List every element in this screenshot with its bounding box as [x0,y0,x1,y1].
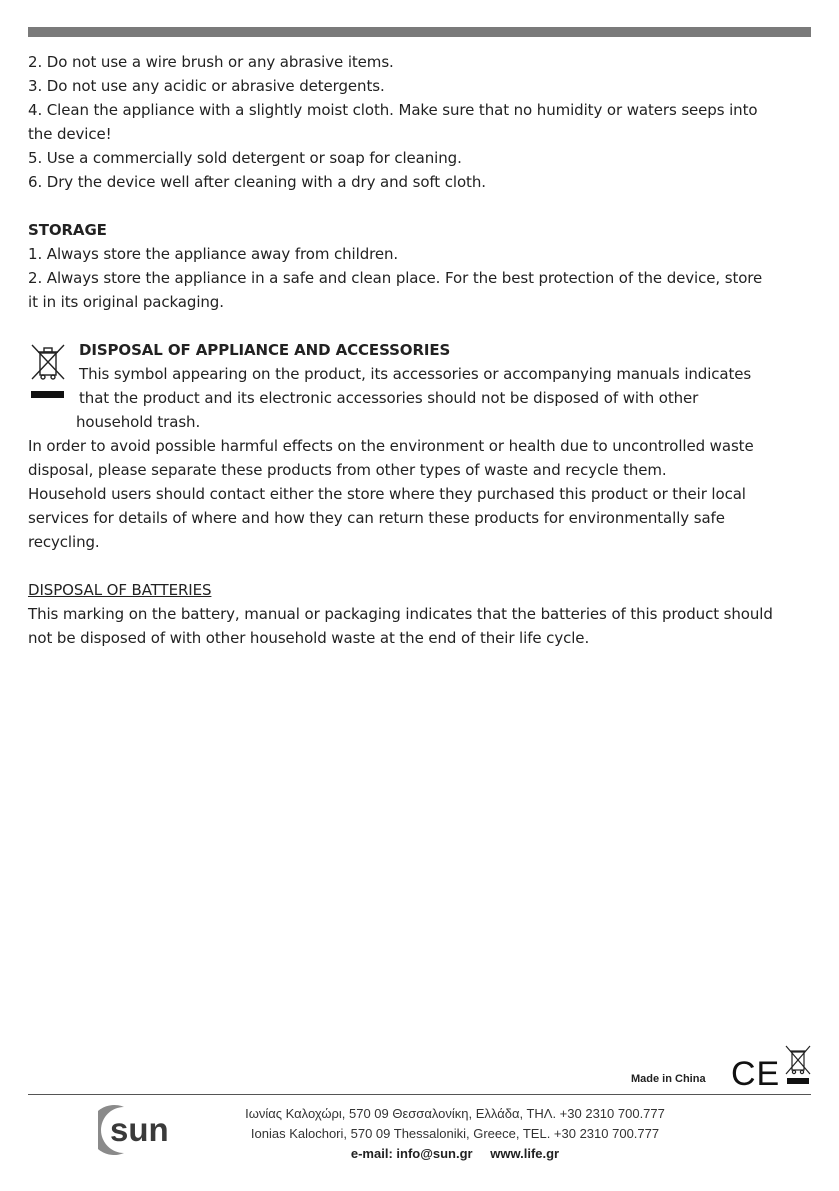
disposal-appliance-para-3-line-2: services for details of where and how they can return these products for environmentally safe [28,509,725,527]
address-greek: Ιωνίας Καλοχώρι, 570 09 Θεσσαλονίκη, Ελλάδα, ΤΗΛ. +30 2310 700.777 [245,1106,665,1121]
email-link[interactable]: e-mail: info@sun.gr [350,1146,473,1161]
storage-item-2-line-1: 2. Always store the appliance in a safe and clean place. For the best protection of the device, store [28,269,763,287]
disposal-appliance-para-3-line-3: recycling. [28,533,100,551]
cleaning-item-2: 2. Do not use a wire brush or any abrasive items. [28,53,394,71]
footer-divider [28,1094,811,1095]
ce-mark: CE [731,1055,781,1093]
disposal-appliance-line-3: household trash. [76,413,201,431]
cleaning-item-5: 5. Use a commercially sold detergent or soap for cleaning. [28,149,462,167]
weee-bar [31,391,64,398]
address-english: Ionias Kalochori, 570 09 Thessaloniki, Greece, TEL. +30 2310 700.777 [250,1126,660,1141]
storage-item-2-line-2: it in its original packaging. [28,293,224,311]
contact-line [220,1146,690,1161]
cleaning-item-6: 6. Dry the device well after cleaning with a dry and soft cloth. [28,173,486,191]
disposal-appliance-heading: DISPOSAL OF APPLIANCE AND ACCESSORIES [79,341,451,359]
footer-crossed-bin-icon [784,1044,812,1086]
storage-heading: STORAGE [28,221,107,239]
disposal-batteries-line-2: not be disposed of with other household waste at the end of their life cycle. [28,629,590,647]
disposal-appliance-line-1: This symbol appearing on the product, its accessories or accompanying manuals indicates [79,365,752,383]
disposal-appliance-para-2-line-1: In order to avoid possible harmful effects on the environment or health due to uncontrolled waste [28,437,754,455]
disposal-appliance-para-3-line-1: Household users should contact either the store where they purchased this product or their local [28,485,746,503]
disposal-batteries-line-1: This marking on the battery, manual or packaging indicates that the batteries of this product should [28,605,773,623]
disposal-appliance-line-2: that the product and its electronic accessories should not be disposed of with other [79,389,699,407]
disposal-appliance-para-2-line-2: disposal, please separate these products from other types of waste and recycle them. [28,461,667,479]
storage-item-1: 1. Always store the appliance away from children. [28,245,399,263]
website-link[interactable]: www.life.gr [490,1146,560,1161]
crossed-bin-icon [29,343,67,383]
sun-logo [98,1101,180,1157]
logo-text: sun [110,1111,169,1148]
cleaning-item-3: 3. Do not use any acidic or abrasive detergents. [28,77,385,95]
cleaning-item-4-line-2: the device! [28,125,112,143]
header-bar [28,27,811,37]
made-in-label: Made in China [631,1073,706,1085]
cleaning-item-4-line-1: 4. Clean the appliance with a slightly moist cloth. Make sure that no humidity or waters seeps into [28,101,758,119]
disposal-batteries-heading: DISPOSAL OF BATTERIES [28,581,212,599]
